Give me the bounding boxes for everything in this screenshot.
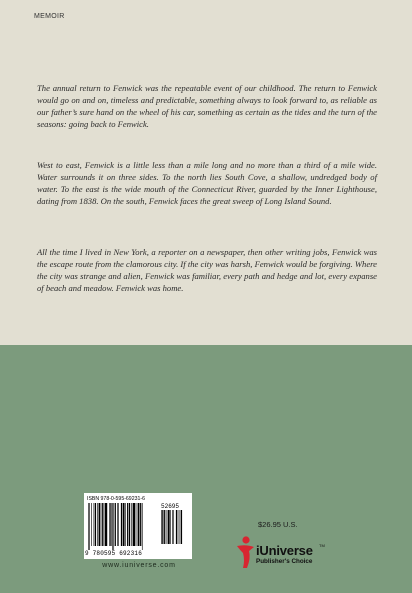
- publisher-logo: [234, 534, 354, 570]
- category-label: MEMOIR: [34, 13, 65, 20]
- barcode-digits: 9 780595 692316: [85, 550, 143, 557]
- blurb-paragraph-3: All the time I lived in New York, a reporter on a newspaper, then other writing jobs, Fenwick was the escape route from the clamorous city. If the city was harsh, Fenwick would be forgiving. Where the city was strange and alien, Fenwick was familiar, every path and hedge and lot, every expanse of beach and meadow. Fenwick was home.: [37, 247, 377, 293]
- barcode-bars: [88, 503, 158, 550]
- barcode: [84, 493, 192, 559]
- brand-tagline: Publisher's Choice: [256, 558, 313, 565]
- isbn-label: ISBN 978-0-595-69231-6: [87, 496, 145, 502]
- blurb-paragraph-1: The annual return to Fenwick was the repeatable event of our childhood. The return to Fenwick would go on and on, timeless and predictable, something always to look forward to, as reliable as our father’s sure hand on the wheel of his car, something as certain as the tides and the turn of the seasons: going back to Fenwick.: [37, 83, 377, 129]
- website-url: www.iuniverse.com: [102, 562, 176, 569]
- trademark: TM: [319, 543, 325, 548]
- price-code: 52695: [161, 503, 180, 510]
- blurb-paragraph-2: West to east, Fenwick is a little less than a mile long and no more than a third of a mile wide. Water surrounds it on three sides. To the north lies South Cove, a shallow, undredged body of water. To the east is the wide mouth of the Connecticut River, guarded by the Inner Lighthouse, dating from 1838. On the south, Fenwick faces the great sweep of Long Island Sound.: [37, 160, 377, 206]
- brand-name: iUniverse: [256, 543, 313, 558]
- figure-icon: [234, 534, 256, 570]
- price: $26.95 U.S.: [258, 520, 298, 529]
- price-code-bars: [161, 510, 189, 548]
